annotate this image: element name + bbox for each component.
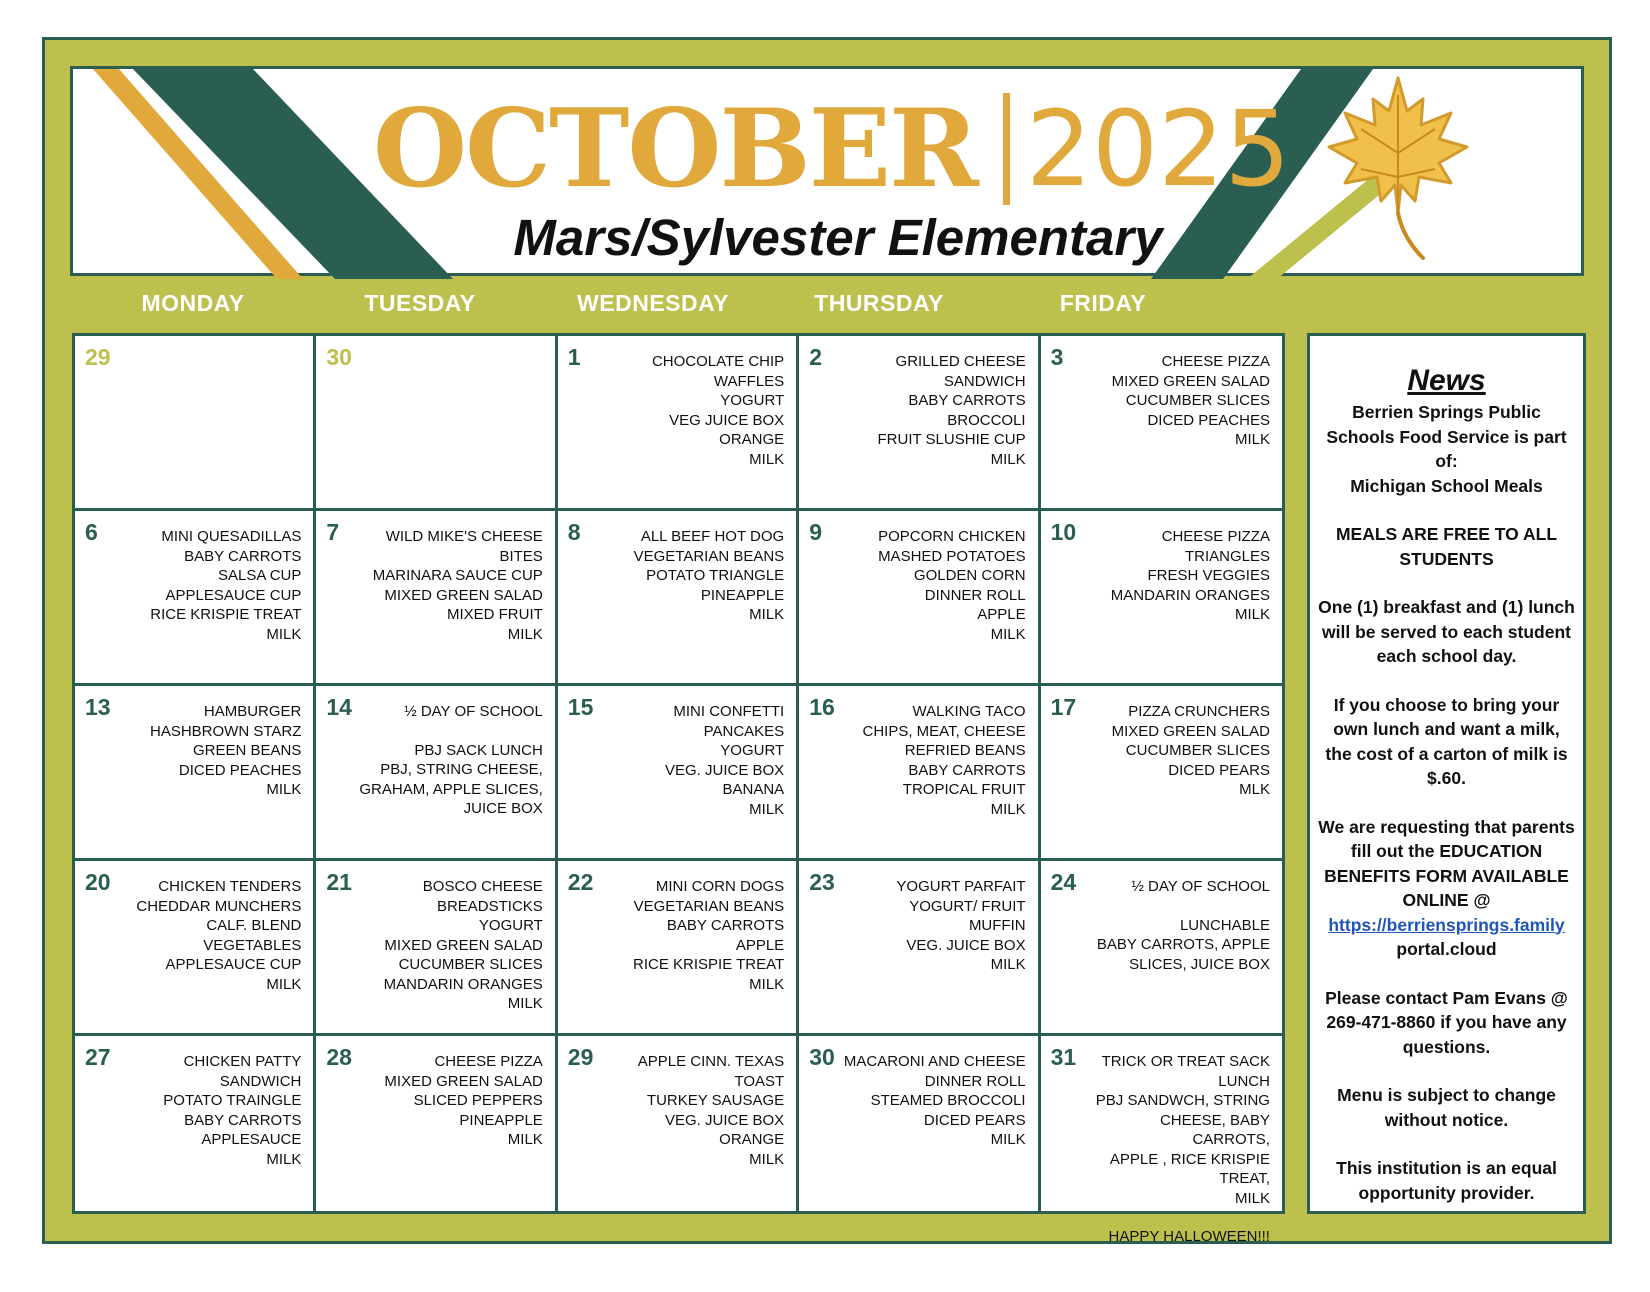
menu-item: GREEN BEANS xyxy=(193,742,302,759)
weekday-thursday: THURSDAY xyxy=(814,290,944,316)
menu-item: VEG. JUICE BOX xyxy=(906,936,1026,954)
menu-item: PBJ SACK LUNCH xyxy=(414,741,543,759)
weekday-monday: MONDAY xyxy=(141,290,245,316)
day-cell xyxy=(316,336,557,511)
menu-item: APPLE xyxy=(735,936,785,954)
menu-item: MILK xyxy=(749,800,785,818)
menu-item: MACARONI AND CHEESE xyxy=(843,1053,1026,1070)
day-cell xyxy=(316,511,557,686)
menu-items xyxy=(896,877,1025,975)
menu-item: BABY CARROTS xyxy=(184,547,302,565)
day-cell xyxy=(558,511,799,686)
menu-item: YOGURT xyxy=(478,917,543,934)
menu-item: MINI CONFETTI PANCAKES xyxy=(673,703,785,740)
day-number: 30 xyxy=(326,344,352,370)
menu-items xyxy=(115,877,301,994)
day-number: 21 xyxy=(326,869,352,895)
day-cell xyxy=(799,861,1040,1036)
year-title: 2025 xyxy=(1025,88,1291,210)
maple-leaf-icon xyxy=(1323,73,1473,263)
menu-item: MINI CORN DOGS xyxy=(655,878,785,895)
menu-items xyxy=(356,877,542,1014)
day-number: 20 xyxy=(85,869,111,895)
menu-item: VEG. JUICE BOX xyxy=(664,1111,785,1129)
menu-item: VEG JUICE BOX xyxy=(669,411,785,429)
menu-items xyxy=(863,702,1026,819)
weekday-header-row xyxy=(73,290,1283,320)
menu-item: PIZZA CRUNCHERS xyxy=(1128,703,1270,720)
news-serving: One (1) breakfast and (1) lunch will be served to each student each school day. xyxy=(1318,597,1575,666)
menu-item: MILK xyxy=(990,450,1026,468)
menu-item: MILK xyxy=(990,800,1026,818)
menu-item: MILK xyxy=(749,606,785,623)
menu-item: SALSA CUP xyxy=(218,567,302,584)
menu-item: REFRIED BEANS xyxy=(904,742,1026,759)
menu-items xyxy=(634,527,785,625)
menu-item: PBJ, STRING CHEESE, xyxy=(380,761,543,778)
news-milk-cost: If you choose to bring your own lunch and want a milk, the cost of a carton of milk is $.60. xyxy=(1325,694,1568,788)
menu-item: DINNER ROLL xyxy=(924,1072,1026,1090)
menu-item: HAPPY HALLOWEEN!!! xyxy=(1108,1228,1270,1245)
menu-items xyxy=(356,527,542,644)
menu-item: MIXED GREEN SALAD xyxy=(384,586,543,604)
day-number: 29 xyxy=(85,344,111,370)
menu-item: DINNER ROLL xyxy=(924,586,1026,604)
menu-item: APPLESAUCE xyxy=(201,1131,302,1148)
education-benefits-link[interactable]: https://berriensprings.family xyxy=(1328,914,1565,935)
day-cell xyxy=(1041,861,1282,1036)
menu-item: MUFFIN xyxy=(968,917,1026,934)
news-intro: Berrien Springs Public Schools Food Service is part of: xyxy=(1326,402,1567,471)
day-cell xyxy=(799,686,1040,861)
day-cell xyxy=(75,1036,316,1211)
news-panel xyxy=(1307,333,1586,1214)
menu-item: MILK xyxy=(266,1150,302,1168)
menu-item: STEAMED BROCCOLI xyxy=(870,1092,1026,1109)
menu-item: APPLE xyxy=(977,606,1026,623)
menu-item: CHOCOLATE CHIP WAFFLES xyxy=(651,353,785,390)
menu-item: POTATO TRIANGLE xyxy=(646,567,785,584)
menu-item: CUCUMBER SLICES xyxy=(398,956,543,973)
menu-item: CUCUMBER SLICES xyxy=(1125,392,1270,409)
menu-item: MINI QUESADILLAS xyxy=(161,528,302,545)
menu-item: MILK xyxy=(749,975,785,993)
news-change-notice: Menu is subject to change without notice. xyxy=(1337,1085,1556,1130)
day-number: 16 xyxy=(809,694,835,720)
menu-item: BOSCO CHEESE BREADSTICKS xyxy=(422,878,543,915)
day-number: 14 xyxy=(326,694,352,720)
menu-item: YOGURT xyxy=(720,742,785,759)
calendar-header xyxy=(70,66,1584,276)
weekday-friday: FRIDAY xyxy=(1059,290,1147,316)
day-cell xyxy=(1041,511,1282,686)
menu-gap xyxy=(359,722,542,741)
weekday-wednesday: WEDNESDAY xyxy=(577,290,729,316)
menu-item: CALF. BLEND VEGETABLES xyxy=(203,917,302,954)
menu-items xyxy=(1112,352,1270,450)
day-cell xyxy=(799,336,1040,511)
menu-items xyxy=(1081,527,1270,625)
menu-item: ½ DAY OF SCHOOL xyxy=(404,703,543,720)
menu-item: POPCORN CHICKEN xyxy=(878,528,1026,545)
day-cell xyxy=(558,861,799,1036)
day-number: 9 xyxy=(809,519,822,545)
menu-item: HAMBURGER xyxy=(203,703,302,720)
menu-item: SLICED PEPPERS xyxy=(413,1092,543,1109)
menu-items xyxy=(633,877,784,994)
menu-item: ORANGE xyxy=(719,1131,785,1148)
menu-item: APPLESAUCE CUP xyxy=(165,586,302,604)
menu-items xyxy=(1097,877,1270,974)
day-number: 6 xyxy=(85,519,98,545)
day-number: 13 xyxy=(85,694,111,720)
menu-item: LUNCHABLE xyxy=(1179,916,1270,934)
menu-item: BANANA xyxy=(722,781,785,798)
menu-items xyxy=(844,1052,1026,1150)
menu-item: PINEAPPLE xyxy=(700,586,785,604)
school-name: Mars/Sylvester Elementary xyxy=(513,209,1163,266)
menu-item: MIXED GREEN SALAD xyxy=(1111,372,1270,390)
menu-item: TURKEY SAUSAGE xyxy=(646,1092,785,1109)
menu-item: BABY CARROTS xyxy=(666,917,785,934)
menu-item: CHEESE PIZZA xyxy=(1161,353,1270,370)
menu-item: FRESH VEGGIES xyxy=(1147,567,1270,584)
day-number: 10 xyxy=(1050,519,1077,545)
day-cell xyxy=(1041,336,1282,511)
menu-item: DICED PEARS xyxy=(1168,761,1270,779)
news-program: Michigan School Meals xyxy=(1350,475,1543,496)
menu-item: WILD MIKE'S CHEESE BITES xyxy=(385,528,543,565)
menu-item: BABY CARROTS xyxy=(908,392,1026,409)
menu-item: DICED PEARS xyxy=(923,1111,1026,1129)
menu-item: VEGETARIAN BEANS xyxy=(633,547,785,565)
menu-item: PINEAPPLE xyxy=(459,1111,543,1129)
menu-item: MIXED GREEN SALAD xyxy=(384,1072,543,1090)
menu-item: MILK xyxy=(749,450,785,468)
menu-item: MILK xyxy=(990,956,1026,973)
day-number: 22 xyxy=(567,869,594,895)
menu-item: MILK xyxy=(749,1150,785,1168)
menu-item: CHICKEN TENDERS xyxy=(158,878,302,895)
menu-items xyxy=(878,527,1026,644)
menu-item: YOGURT xyxy=(720,392,785,409)
menu-item: PBJ SANDWCH, STRING xyxy=(1095,1092,1270,1109)
menu-item: RICE KRISPIE TREAT xyxy=(633,956,785,973)
menu-item: MANDARIN ORANGES xyxy=(383,975,543,993)
menu-item: VEGETARIAN BEANS xyxy=(633,897,785,915)
menu-item: CHICKEN PATTY SANDWICH xyxy=(183,1053,302,1090)
day-cell xyxy=(799,1036,1040,1211)
menu-item: MIXED FRUIT xyxy=(446,606,543,623)
menu-items xyxy=(359,702,542,819)
menu-item: MILK xyxy=(507,995,543,1012)
menu-items xyxy=(150,527,301,644)
day-number: 29 xyxy=(567,1044,594,1070)
menu-item: CHEDDAR MUNCHERS xyxy=(136,897,302,915)
menu-item: YOGURT/ FRUIT xyxy=(909,897,1026,915)
menu-items xyxy=(839,352,1025,469)
day-cell xyxy=(75,336,316,511)
day-cell xyxy=(75,861,316,1036)
menu-items xyxy=(598,1052,784,1169)
day-cell xyxy=(316,1036,557,1211)
menu-item: MARINARA SAUCE CUP xyxy=(372,567,543,584)
menu-item: BABY CARROTS, APPLE xyxy=(1096,936,1270,953)
day-number: 3 xyxy=(1050,344,1064,370)
menu-item: CHEESE PIZZA xyxy=(434,1053,543,1070)
menu-item: MILK xyxy=(507,625,543,643)
day-cell xyxy=(558,336,799,511)
day-cell xyxy=(1041,686,1282,861)
menu-item: MANDARIN ORANGES xyxy=(1110,586,1270,604)
news-equal-opportunity: This institution is an equal opportunity provider. xyxy=(1336,1158,1557,1203)
weekday-tuesday: TUESDAY xyxy=(364,290,476,316)
menu-item: APPLE , RICE KRISPIE TREAT, xyxy=(1109,1150,1270,1187)
menu-item: CUCUMBER SLICES xyxy=(1125,742,1270,759)
day-cell xyxy=(75,686,316,861)
menu-item: DICED PEACHES xyxy=(1147,411,1270,429)
menu-item: WALKING TACO xyxy=(912,703,1026,720)
menu-item: MILK xyxy=(1234,1189,1270,1207)
menu-item: MILK xyxy=(1234,431,1270,448)
menu-item: APPLE CINN. TEXAS TOAST xyxy=(637,1053,785,1090)
menu-item: YOGURT PARFAIT xyxy=(896,878,1026,895)
day-number: 30 xyxy=(809,1044,835,1070)
menu-items xyxy=(115,1052,301,1169)
menu-item: FRUIT SLUSHIE CUP xyxy=(877,431,1026,448)
menu-items xyxy=(1112,702,1270,800)
day-number: 28 xyxy=(326,1044,352,1070)
day-cell xyxy=(75,511,316,686)
menu-item: VEG. JUICE BOX xyxy=(664,761,785,779)
menu-item: ORANGE xyxy=(719,431,785,448)
menu-item: TROPICAL FRUIT xyxy=(902,781,1026,798)
day-number: 2 xyxy=(809,344,822,370)
day-number: 23 xyxy=(809,869,835,895)
day-number: 15 xyxy=(567,694,594,720)
menu-item: MILK xyxy=(266,975,302,993)
title-divider xyxy=(1003,93,1010,205)
menu-item: MILK xyxy=(990,1131,1026,1148)
news-form-request: We are requesting that parents fill out the EDUCATION BENEFITS FORM AVAILABLE ONLINE @ xyxy=(1318,816,1575,910)
menu-item: MIXED GREEN SALAD xyxy=(384,936,543,954)
menu-item: GRAHAM, APPLE SLICES, xyxy=(359,780,543,798)
menu-item: GRILLED CHEESE SANDWICH xyxy=(895,353,1026,390)
menu-item: APPLESAUCE CUP xyxy=(165,956,302,973)
news-contact: Please contact Pam Evans @ 269-471-8860 if you have any questions. xyxy=(1325,987,1568,1057)
menu-item: MASHED POTATOES xyxy=(878,547,1026,565)
menu-item: TRICK OR TREAT SACK LUNCH xyxy=(1101,1053,1270,1090)
menu-items xyxy=(598,702,784,819)
menu-item: BROCCOLI xyxy=(947,411,1026,429)
menu-item: GOLDEN CORN xyxy=(913,567,1026,584)
day-number: 7 xyxy=(326,519,340,545)
title-row xyxy=(373,86,1353,212)
menu-gap xyxy=(1081,1208,1270,1227)
month-title: OCTOBER xyxy=(373,86,977,212)
menu-items xyxy=(598,352,784,469)
news-form-link-suffix: portal.cloud xyxy=(1396,939,1497,959)
menu-item: CHEESE PIZZA TRIANGLES xyxy=(1161,528,1270,565)
menu-item: MILK xyxy=(1234,606,1270,623)
menu-item: POTATO TRAINGLE xyxy=(163,1092,302,1109)
menu-item: MILK xyxy=(266,781,302,798)
menu-item: CHEESE, BABY CARROTS, xyxy=(1159,1111,1270,1148)
menu-item: ALL BEEF HOT DOG xyxy=(640,528,785,545)
day-number: 31 xyxy=(1050,1044,1077,1070)
day-number: 17 xyxy=(1050,694,1077,720)
menu-item: RICE KRISPIE TREAT xyxy=(150,606,302,623)
day-number: 27 xyxy=(85,1044,111,1070)
menu-item: ½ DAY OF SCHOOL xyxy=(1131,878,1270,895)
menu-item: SLICES, JUICE BOX xyxy=(1129,955,1270,973)
day-cell xyxy=(799,511,1040,686)
menu-item: MILK xyxy=(990,625,1026,643)
menu-item: DICED PEACHES xyxy=(178,761,302,779)
menu-item: HASHBROWN STARZ xyxy=(149,722,302,740)
day-cell xyxy=(558,686,799,861)
menu-item: BABY CARROTS xyxy=(908,761,1026,779)
menu-items xyxy=(150,702,301,800)
menu-item: CHIPS, MEAT, CHEESE xyxy=(862,722,1026,740)
menu-gap xyxy=(1097,897,1270,916)
menu-item: MILK xyxy=(507,1131,543,1148)
calendar-grid xyxy=(72,333,1285,1245)
day-cell xyxy=(316,686,557,861)
day-number: 24 xyxy=(1050,869,1077,895)
day-cell xyxy=(316,861,557,1036)
menu-item: BABY CARROTS xyxy=(184,1111,302,1129)
menu-item: MILK xyxy=(266,625,302,643)
menu-item: JUICE BOX xyxy=(463,800,543,817)
menu-item: MLK xyxy=(1239,781,1270,798)
menu-item: MIXED GREEN SALAD xyxy=(1111,722,1270,740)
day-number: 8 xyxy=(567,519,581,545)
day-number: 1 xyxy=(567,344,581,370)
news-title: News xyxy=(1407,364,1486,397)
news-free-meals: MEALS ARE FREE TO ALL STUDENTS xyxy=(1335,524,1558,569)
menu-items xyxy=(384,1052,542,1150)
day-cell xyxy=(1041,1036,1282,1245)
menu-items xyxy=(1081,1052,1270,1247)
day-cell xyxy=(558,1036,799,1211)
